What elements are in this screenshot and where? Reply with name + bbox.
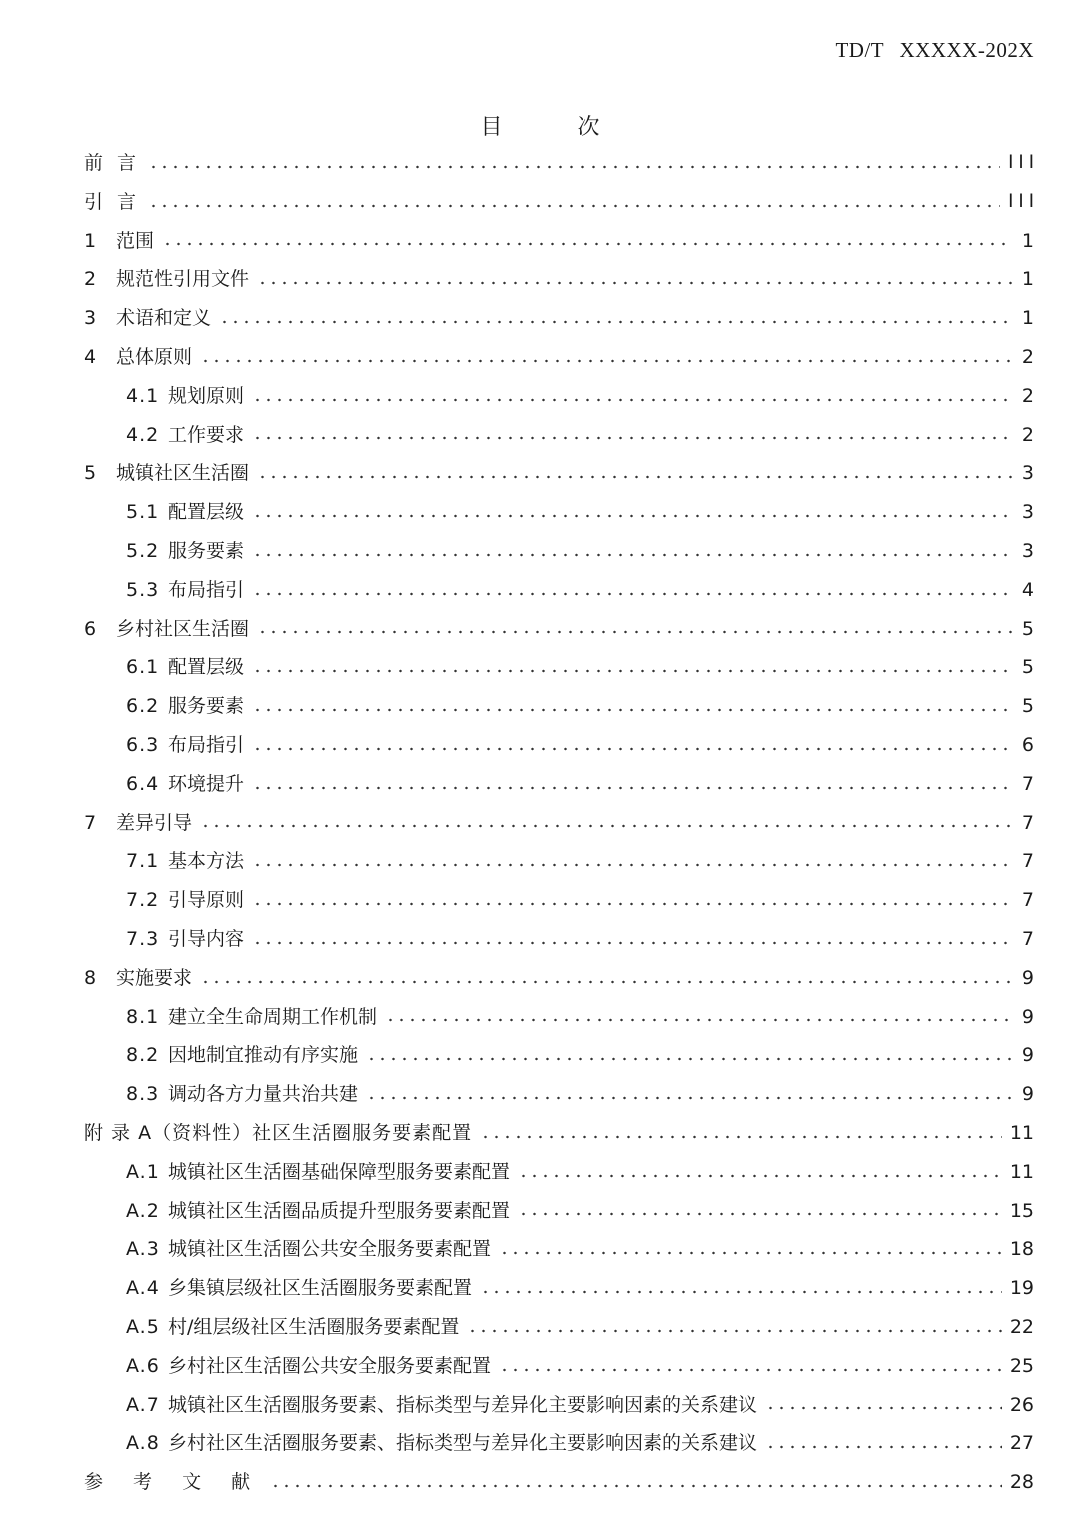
dot-leader [499, 1248, 1002, 1258]
toc-entry-page: 2 [1021, 345, 1034, 368]
toc-entry-number: 8 [84, 966, 97, 989]
toc-entry-label: 规划原则 [168, 384, 245, 407]
dot-leader [200, 821, 1012, 831]
dot-leader [252, 395, 1012, 405]
toc-entry-7-3[interactable] [84, 920, 1034, 959]
toc-entry-page: 9 [1021, 966, 1034, 989]
dot-leader [252, 589, 1012, 599]
toc-entry-label: 附 录 A（资料性）社区生活圈服务要素配置 [84, 1121, 473, 1144]
toc-entry-6-2[interactable] [84, 687, 1034, 726]
toc-entry-number: A.6 [126, 1354, 160, 1377]
toc-entry-label: 参 考 文 献 [84, 1471, 263, 1494]
toc-entry-page: 9 [1021, 1083, 1034, 1106]
toc-entry-7-1[interactable] [84, 842, 1034, 881]
toc-entry-6-1[interactable] [84, 648, 1034, 687]
toc-entry-number: 7.3 [126, 927, 160, 950]
toc-entry-number: 3 [84, 307, 97, 330]
toc-entry-8-3[interactable] [84, 1075, 1034, 1114]
toc-entry-number: A.7 [126, 1393, 160, 1416]
toc-entry-appendix-a[interactable] [84, 1114, 1034, 1153]
toc-entry-label: 引导内容 [168, 927, 245, 950]
toc-entry-number: 7 [84, 811, 97, 834]
dot-leader [518, 1209, 1002, 1219]
toc-entry-label: 总体原则 [116, 345, 193, 368]
toc-entry-label: 服务要素 [168, 695, 245, 718]
toc-entry-number: A.3 [126, 1238, 160, 1261]
toc-entry-5[interactable] [84, 454, 1034, 493]
toc-entry-number: A.1 [126, 1160, 160, 1183]
toc-entry-a-8[interactable] [84, 1424, 1034, 1463]
toc-entry-number: 1 [84, 229, 97, 252]
toc-entry-number: 2 [84, 268, 97, 291]
dot-leader [270, 1481, 1002, 1491]
toc-entry-label: 配置层级 [168, 501, 245, 524]
dot-leader [366, 1093, 1012, 1103]
toc-entry-4-2[interactable] [84, 416, 1034, 455]
toc-entry-page: 5 [1021, 656, 1034, 679]
toc-entry-label: 城镇社区生活圈公共安全服务要素配置 [168, 1238, 492, 1261]
toc-entry-number: 4.2 [126, 423, 160, 446]
toc-entry-page: 11 [1009, 1160, 1034, 1183]
toc-entry-label: 规范性引用文件 [116, 268, 250, 291]
toc-entry-page: 15 [1009, 1199, 1034, 1222]
toc-entry-page: 3 [1021, 462, 1034, 485]
dot-leader [252, 550, 1012, 560]
toc-entry-references[interactable] [84, 1463, 1034, 1502]
toc-entry-6[interactable] [84, 610, 1034, 649]
toc-entry-4-1[interactable] [84, 377, 1034, 416]
dot-leader [252, 938, 1012, 948]
toc-entry-label: 村/组层级社区生活圈服务要素配置 [168, 1315, 460, 1338]
toc-entry-number: A.5 [126, 1315, 160, 1338]
toc-entry-page: 25 [1009, 1354, 1034, 1377]
toc-entry-page: 7 [1021, 811, 1034, 834]
toc-entry-label: 引导原则 [168, 889, 245, 912]
toc-entry-label: 城镇社区生活圈 [116, 462, 250, 485]
toc-entry-page: 1 [1021, 307, 1034, 330]
toc-entry-2[interactable] [84, 260, 1034, 299]
toc-entry-page: 2 [1021, 384, 1034, 407]
toc-entry-label: 配置层级 [168, 656, 245, 679]
dot-leader [499, 1365, 1002, 1375]
toc-entry-number: 5 [84, 462, 97, 485]
toc-entry-number: 8.2 [126, 1044, 160, 1067]
toc-entry-foreword[interactable] [84, 144, 1039, 183]
dot-leader [467, 1326, 1001, 1336]
dot-leader [480, 1132, 1002, 1142]
toc-entry-label: 建立全生命周期工作机制 [168, 1005, 378, 1028]
dot-leader [257, 472, 1012, 482]
toc-entry-label: 调动各方力量共治共建 [168, 1083, 359, 1106]
toc-entry-8-1[interactable] [84, 998, 1034, 1037]
toc-entry-page: 1 [1021, 268, 1034, 291]
table-of-contents [84, 144, 1039, 1502]
toc-entry-label: 乡村社区生活圈 [116, 617, 250, 640]
toc-entry-page: 6 [1021, 733, 1034, 756]
toc-entry-label: 布局指引 [168, 733, 245, 756]
toc-entry-page: 5 [1021, 695, 1034, 718]
toc-entry-label: 乡集镇层级社区生活圈服务要素配置 [168, 1277, 473, 1300]
toc-entry-number: 5.1 [126, 501, 160, 524]
dot-leader [200, 356, 1012, 366]
toc-entry-number: 7.1 [126, 850, 160, 873]
toc-entry-label: 前 言 [84, 152, 141, 174]
toc-entry-page: 7 [1021, 772, 1034, 795]
toc-entry-6-3[interactable] [84, 726, 1034, 765]
dot-leader [252, 666, 1012, 676]
toc-entry-page: 7 [1021, 889, 1034, 912]
toc-entry-number: 4.1 [126, 384, 160, 407]
toc-entry-label: 基本方法 [168, 850, 245, 873]
toc-entry-6-4[interactable] [84, 765, 1034, 804]
toc-entry-page: 22 [1009, 1315, 1034, 1338]
toc-entry-number: A.4 [126, 1277, 160, 1300]
toc-entry-label: 范围 [116, 229, 155, 252]
toc-entry-label: 工作要求 [168, 423, 245, 446]
toc-entry-label: 服务要素 [168, 539, 245, 562]
toc-entry-page: 7 [1021, 927, 1034, 950]
toc-entry-number: 4 [84, 345, 97, 368]
toc-entry-label: 布局指引 [168, 578, 245, 601]
toc-entry-a-3[interactable] [84, 1230, 1034, 1269]
toc-entry-page: 3 [1021, 501, 1034, 524]
toc-entry-number: 6.4 [126, 772, 160, 795]
dot-leader [765, 1442, 1002, 1452]
toc-entry-8[interactable] [84, 959, 1034, 998]
dot-leader [252, 433, 1012, 443]
toc-entry-8-2[interactable] [84, 1036, 1034, 1075]
toc-entry-label: 城镇社区生活圈服务要素、指标类型与差异化主要影响因素的关系建议 [168, 1393, 758, 1416]
toc-entry-page: III [1008, 152, 1039, 173]
toc-entry-number: 8.3 [126, 1083, 160, 1106]
toc-entry-page: 19 [1009, 1277, 1034, 1300]
toc-entry-label: 术语和定义 [116, 307, 212, 330]
toc-entry-page: 9 [1021, 1005, 1034, 1028]
dot-leader [219, 317, 1012, 327]
toc-entry-number: 6.1 [126, 656, 160, 679]
toc-entry-a-2[interactable] [84, 1192, 1034, 1231]
toc-entry-number: 6.3 [126, 733, 160, 756]
toc-entry-4[interactable] [84, 338, 1034, 377]
toc-entry-number: 7.2 [126, 889, 160, 912]
toc-entry-introduction[interactable] [84, 183, 1039, 222]
toc-entry-number: 5.3 [126, 578, 160, 601]
dot-leader [200, 977, 1012, 987]
toc-entry-5-1[interactable] [84, 493, 1034, 532]
toc-entry-page: 7 [1021, 850, 1034, 873]
toc-entry-a-1[interactable] [84, 1153, 1034, 1192]
toc-entry-page: 9 [1021, 1044, 1034, 1067]
toc-entry-page: 4 [1021, 578, 1034, 601]
document-code: TD/T XXXXX-202X [835, 38, 1034, 62]
toc-entry-7[interactable] [84, 804, 1034, 843]
toc-entry-number: 5.2 [126, 539, 160, 562]
toc-entry-1[interactable] [84, 222, 1034, 261]
dot-leader [257, 278, 1012, 288]
dot-leader [252, 744, 1012, 754]
toc-entry-page: 26 [1009, 1393, 1034, 1416]
toc-entry-page: 1 [1021, 229, 1034, 252]
toc-entry-label: 城镇社区生活圈品质提升型服务要素配置 [168, 1199, 511, 1222]
toc-entry-5-3[interactable] [84, 571, 1034, 610]
dot-leader [366, 1054, 1012, 1064]
dot-leader [518, 1171, 1002, 1181]
toc-entry-page: 11 [1009, 1121, 1034, 1144]
toc-entry-number: A.2 [126, 1199, 160, 1222]
toc-entry-number: A.8 [126, 1432, 160, 1455]
toc-entry-number: 6 [84, 617, 97, 640]
toc-entry-label: 环境提升 [168, 772, 245, 795]
dot-leader [252, 511, 1012, 521]
toc-entry-label: 城镇社区生活圈基础保障型服务要素配置 [168, 1160, 511, 1183]
toc-entry-5-2[interactable] [84, 532, 1034, 571]
dot-leader [252, 860, 1012, 870]
dot-leader [252, 705, 1012, 715]
toc-entry-number: 8.1 [126, 1005, 160, 1028]
toc-entry-label: 因地制宜推动有序实施 [168, 1044, 359, 1067]
dot-leader [162, 239, 1012, 249]
dot-leader [385, 1015, 1012, 1025]
toc-entry-page: 5 [1021, 617, 1034, 640]
dot-leader [148, 201, 1000, 211]
dot-leader [252, 899, 1012, 909]
toc-entry-7-2[interactable] [84, 881, 1034, 920]
dot-leader [480, 1287, 1002, 1297]
toc-entry-page: 3 [1021, 539, 1034, 562]
toc-entry-3[interactable] [84, 299, 1034, 338]
toc-entry-label: 实施要求 [116, 966, 193, 989]
toc-entry-label: 乡村社区生活圈服务要素、指标类型与差异化主要影响因素的关系建议 [168, 1432, 758, 1455]
dot-leader [257, 627, 1012, 637]
toc-entry-a-5[interactable] [84, 1308, 1034, 1347]
toc-entry-page: 27 [1009, 1432, 1034, 1455]
toc-entry-label: 引 言 [84, 190, 141, 213]
toc-entry-number: 6.2 [126, 695, 160, 718]
toc-entry-page: III [1008, 190, 1039, 212]
toc-entry-label: 乡村社区生活圈公共安全服务要素配置 [168, 1354, 492, 1377]
toc-entry-page: 28 [1009, 1471, 1034, 1494]
toc-title: 目 次 [480, 115, 634, 140]
toc-entry-a-4[interactable] [84, 1269, 1034, 1308]
toc-entry-page: 2 [1021, 423, 1034, 446]
toc-entry-label: 差异引导 [116, 811, 193, 834]
dot-leader [252, 783, 1012, 793]
toc-entry-a-7[interactable] [84, 1386, 1034, 1425]
toc-entry-a-6[interactable] [84, 1347, 1034, 1386]
toc-entry-page: 18 [1009, 1238, 1034, 1261]
dot-leader [148, 162, 1000, 172]
dot-leader [765, 1403, 1002, 1413]
